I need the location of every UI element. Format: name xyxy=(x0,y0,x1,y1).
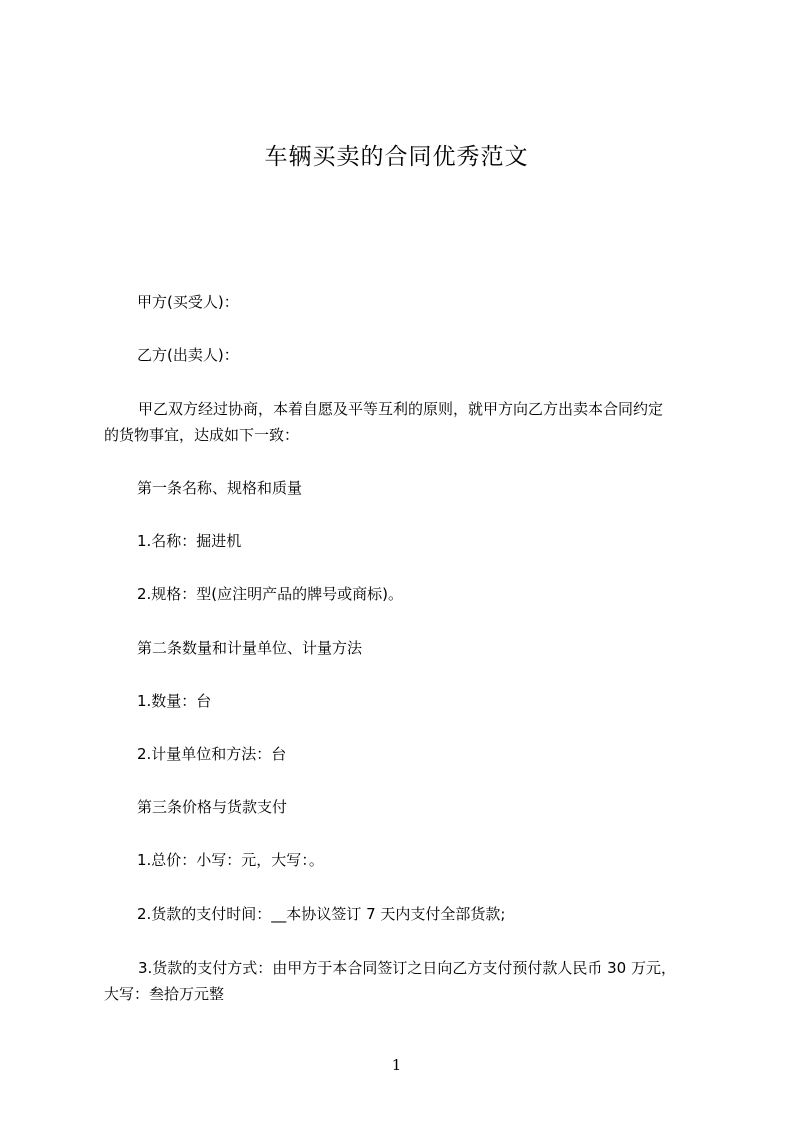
article-3-item-1: 1.总价：小写：元，大写：。 xyxy=(137,851,324,869)
article-1-heading: 第一条名称、规格和质量 xyxy=(137,479,303,497)
intro-paragraph xyxy=(104,396,704,448)
article-3-item-3-line-2: 大写：叁拾万元整 xyxy=(104,985,225,1003)
article-2-item-2: 2.计量单位和方法：台 xyxy=(137,745,287,763)
article-1-item-2: 2.规格：型(应注明产品的牌号或商标)。 xyxy=(137,585,404,603)
article-3-item-3-line-1: 3.货款的支付方式：由甲方于本合同签订之日向乙方支付预付款人民币 30 万元， xyxy=(138,959,676,977)
article-2-item-1: 1.数量：台 xyxy=(137,692,212,710)
party-a-line: 甲方(买受人)： xyxy=(137,293,239,311)
article-3-item-2: 2.货款的支付时间：__本协议签订 7 天内支付全部货款; xyxy=(137,905,506,923)
page-number: 1 xyxy=(391,1056,402,1074)
intro-line-1: 甲乙双方经过协商，本着自愿及平等互利的原则，就甲方向乙方出卖本合同约定 xyxy=(138,400,664,418)
article-1-item-1: 1.名称：掘进机 xyxy=(137,532,242,550)
party-b-line: 乙方(出卖人)： xyxy=(137,346,239,364)
article-3-heading: 第三条价格与货款支付 xyxy=(137,798,288,816)
document-title: 车辆买卖的合同优秀范文 xyxy=(264,144,529,170)
article-3-item-3 xyxy=(104,955,704,1007)
article-2-heading: 第二条数量和计量单位、计量方法 xyxy=(137,639,363,657)
intro-line-2: 的货物事宜，达成如下一致： xyxy=(104,426,300,444)
